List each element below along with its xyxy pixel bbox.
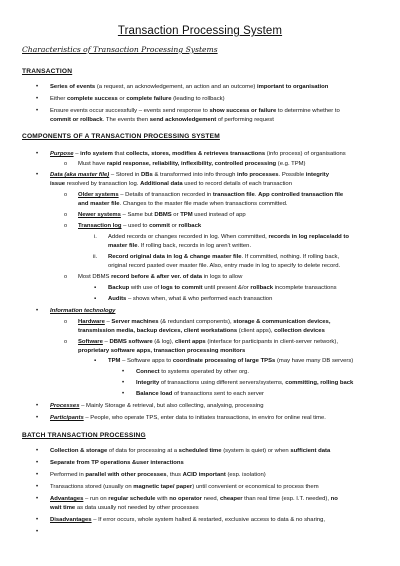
bullet: • <box>36 496 39 502</box>
backup-line: Backup with use of logs to commit until present &/or rollback incomplete transactions <box>108 285 337 291</box>
transaction-line-3: Ensure events occur successfully – events send response to show success or failure to determine whether to <box>50 108 340 114</box>
page-title: Transaction Processing System <box>117 25 283 37</box>
tpm-integrity-line: Integrity of transactions using different servers/systems, committing, rolling back <box>136 380 354 386</box>
older-systems-line-1: Older systems – Details of transaction recorded in transaction file. App controlled transaction file <box>78 192 344 198</box>
transaction-log-line: Transaction log – used to commit or rollback <box>78 223 202 229</box>
batch-line-4: Transactions stored (usually on magnetic tape/ paper) until convenient or economical to process them <box>50 484 319 490</box>
bullet: • <box>122 391 125 397</box>
sub-bullet: o <box>64 319 68 325</box>
bullet: • <box>36 96 39 102</box>
purpose-line: Purpose – info system that collects, stores, modifies & retrieves transactions (info process) of organisations <box>50 151 346 157</box>
most-dbms-line: Most DBMS record before & after ver. of data in logs to allow <box>78 274 243 280</box>
section-heading-transaction: TRANSACTION <box>22 68 73 75</box>
log-method-1-line-1: Added records or changes recorded in log. When committed, records in log replace/add to <box>108 234 349 240</box>
bullet: • <box>36 460 39 466</box>
bullet: • <box>122 369 125 375</box>
bullet-empty: • <box>36 529 39 535</box>
section-heading-components: COMPONENTS OF A TRANSACTION PROCESSING SYSTEM <box>22 133 220 140</box>
bullet: • <box>36 448 39 454</box>
older-systems-line-2: and master file. Changes to the master file made when transactions committed. <box>78 201 288 207</box>
transaction-line-4: commit or rollback. The events then send acknowledgement of performing request <box>50 117 274 123</box>
sub-bullet: o <box>64 161 68 167</box>
hardware-line-2: transmission media, backup devices, client workstations (client apps), collection devices <box>78 328 325 334</box>
sub-bullet: o <box>64 223 68 229</box>
advantages-line-1: Advantages – run on regular schedule with no operator need, cheaper than real time (esp. I.T. needed), no <box>50 496 338 502</box>
sub-bullet: o <box>64 339 68 345</box>
hardware-line-1: Hardware – Server machines (& redundant components), storage & communication devices, <box>78 319 331 325</box>
bullet: • <box>36 415 39 421</box>
batch-line-2: Separate from TP operations &user interactions <box>50 460 184 466</box>
log-method-2-line-2: original record pasted over master file. Also, entry made in log to specify to delete record. <box>108 263 341 269</box>
sub-bullet: o <box>64 212 68 218</box>
bullet: • <box>36 84 39 90</box>
square-bullet: ▪ <box>94 285 97 291</box>
log-method-1-line-2: master file. If rolling back, records in log aren’t written. <box>108 243 252 249</box>
tpm-connect-line: Connect to systems operated by other org. <box>136 369 249 375</box>
disadvantages-line: Disadvantages – If error occurs, whole system halted & restarted, exclusive access to data & no sharing, <box>50 517 326 523</box>
data-line-2: issue resolved by transaction log. Additional data used to record details of each transaction <box>50 181 292 187</box>
bullet: • <box>36 517 39 523</box>
section-heading-batch: BATCH TRANSACTION PROCESSING <box>22 432 146 439</box>
page-subtitle: Characteristics of Transaction Processing Systems <box>22 45 218 54</box>
purpose-sub-line: Must have rapid response, reliability, inflexibility, controlled processing (e.g. TPM) <box>78 161 306 167</box>
batch-line-1: Collection & storage of data for processing at a scheduled time (system is quiet) or when sufficient data <box>50 448 331 454</box>
bullet: • <box>36 172 39 178</box>
transaction-line-2: Either complete success or complete failure (leading to rollback) <box>50 96 225 102</box>
bullet: • <box>36 403 39 409</box>
batch-line-3: Performed in parallel with other processes, thus ACID important (esp. isolation) <box>50 472 266 478</box>
bullet: • <box>36 151 39 157</box>
sub-bullet: o <box>64 192 68 198</box>
square-bullet: ▪ <box>94 296 97 302</box>
software-line-2: proprietary software apps, transaction processing monitors <box>78 348 246 354</box>
bullet: • <box>36 308 39 314</box>
bullet: • <box>36 108 39 114</box>
square-bullet: ▪ <box>94 358 97 364</box>
tpm-balance-line: Balance load of transactions sent to each server <box>136 391 265 397</box>
bullet: • <box>36 472 39 478</box>
processes-line: Processes – Mainly Storage & retrieval, but also collecting, analysing, processing <box>50 403 264 409</box>
participants-line: Participants – People, who operate TPS, enter data to initiates transactions, in enviro for online real time. <box>50 415 326 421</box>
tpm-line: TPM – Software apps to coordinate processing of large TPSs (may have many DB servers) <box>108 358 354 364</box>
audits-line: Audits – shows when, what & who performed each transaction <box>108 296 273 302</box>
roman-numeral-ii: ii. <box>93 254 98 260</box>
transaction-line-1: Series of events (a request, an acknowledgement, an action and an outcome) important to organisation <box>50 84 329 90</box>
software-line-1: Software – DBMS software (& log), client apps (interface for participants in client-server network), <box>78 339 338 345</box>
information-technology-line: Information technology <box>50 308 116 314</box>
bullet: • <box>122 380 125 386</box>
newer-systems-line: Newer systems – Same but DBMS or TPM used instead of app <box>78 212 246 218</box>
log-method-2-line-1: Record original data in log & change master file. If committed, nothing. If rolling back, <box>108 254 340 260</box>
advantages-line-2: wait time as data usually not needed by other processes <box>50 505 199 511</box>
bullet: • <box>36 484 39 490</box>
data-line-1: Data (aka master file) – Stored in DBs & transformed into info through info processes. Possible integrity <box>50 172 329 178</box>
roman-numeral-i: i. <box>94 234 97 240</box>
sub-bullet: o <box>64 274 68 280</box>
